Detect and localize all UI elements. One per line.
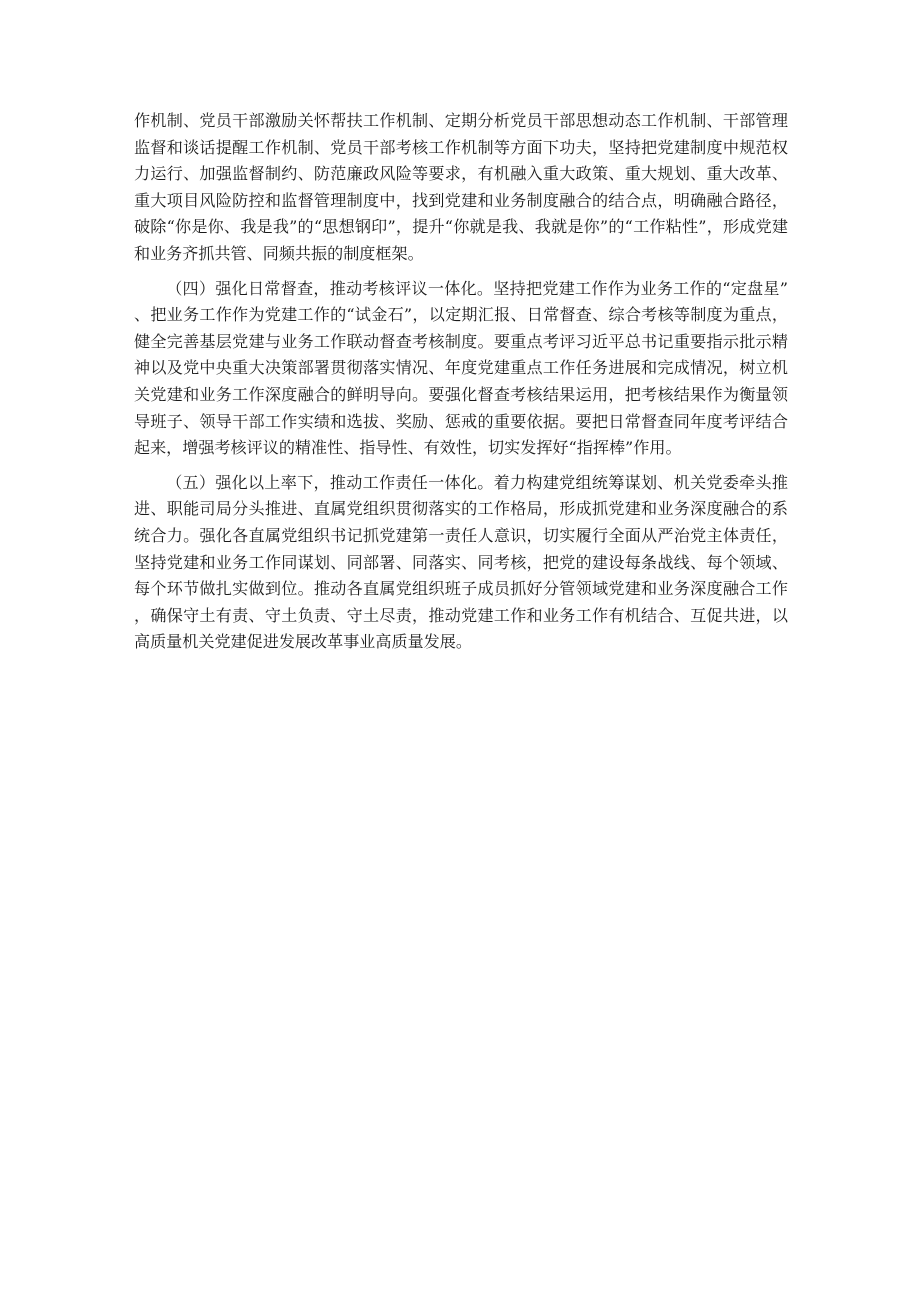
paragraph-section-five: （五）强化以上率下，推动工作责任一体化。着力构建党组统筹谋划、机关党委牵头推进、职能司局分头推进、直属党组织贯彻落实的工作格局，形成抓党建和业务深度融合的系统合力。强化各直属党组织书记抓党建第一责任人意识，切实履行全面从严治党主体责任，坚持党建和业务工作同谋划、同部署、同落实、同考核，把党的建设每条战线、每个领域、每个环节做扎实做到位。推动各直属党组织班子成员抓好分管领域党建和业务深度融合工作，确保守土有责、守土负责、守土尽责，推动党建工作和业务工作有机结合、互促共进，以高质量机关党建促进发展改革事业高质量发展。 [134,472,788,652]
document-body [134,108,788,664]
paragraph-continuation: 作机制、党员干部激励关怀帮扶工作机制、定期分析党员干部思想动态工作机制、干部管理监督和谈话提醒工作机制、党员干部考核工作机制等方面下功夫，坚持把党建制度中规范权力运行、加强监督制约、防范廉政风险等要求，有机融入重大政策、重大规划、重大改革、重大项目风险防控和监督管理制度中，找到党建和业务制度融合的结合点，明确融合路径，破除“你是你、我是我”的“思想钢印”，提升“你就是我、我就是你”的“工作粘性”，形成党建和业务齐抓共管、同频共振的制度框架。 [134,111,788,263]
paragraph-section-four: （四）强化日常督查，推动考核评议一体化。坚持把党建工作作为业务工作的“定盘星”、把业务工作作为党建工作的“试金石”，以定期汇报、日常督查、综合考核等制度为重点，健全完善基层党建与业务工作联动督查考核制度。要重点考评习近平总书记重要指示批示精神以及党中央重大决策部署贯彻落实情况、年度党建重点工作任务进展和完成情况，树立机关党建和业务工作深度融合的鲜明导向。要强化督查考核结果运用，把考核结果作为衡量领导班子、领导干部工作实绩和选拔、奖励、惩戒的重要依据。要把日常督查同年度考评结合起来，增强考核评议的精准性、指导性、有效性，切实发挥好“指挥棒”作用。 [134,278,788,458]
